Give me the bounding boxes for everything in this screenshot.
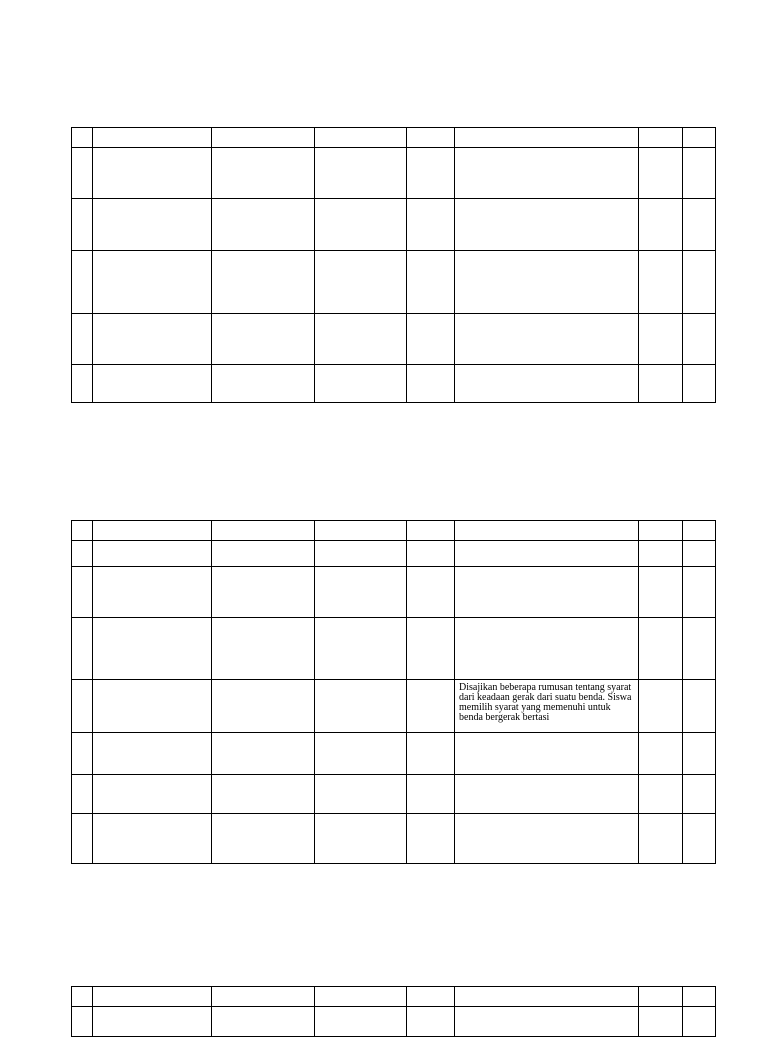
table-cell xyxy=(683,987,716,1007)
table-cell xyxy=(639,199,683,251)
table-cell xyxy=(72,541,93,567)
table-cell xyxy=(212,680,315,733)
table-cell xyxy=(455,814,639,864)
table-cell xyxy=(72,775,93,814)
table-cell xyxy=(455,733,639,775)
table-cell xyxy=(639,128,683,148)
table-cell xyxy=(93,1007,212,1037)
table-cell xyxy=(455,365,639,403)
table-cell xyxy=(72,314,93,365)
table-cell xyxy=(93,814,212,864)
table-cell xyxy=(683,541,716,567)
table-cell xyxy=(639,1007,683,1037)
table-cell xyxy=(212,148,315,199)
table-3 xyxy=(71,986,716,1037)
table-cell xyxy=(72,733,93,775)
table-cell xyxy=(407,314,455,365)
table-cell xyxy=(407,521,455,541)
table-cell xyxy=(212,365,315,403)
table-row xyxy=(72,148,716,199)
table-cell xyxy=(93,680,212,733)
table-cell xyxy=(315,521,407,541)
table-cell xyxy=(212,314,315,365)
table-cell xyxy=(93,365,212,403)
table-cell xyxy=(455,1007,639,1037)
table-cell xyxy=(212,521,315,541)
table-cell xyxy=(683,814,716,864)
table-cell xyxy=(407,199,455,251)
table-row xyxy=(72,521,716,541)
table-cell xyxy=(93,199,212,251)
table-cell xyxy=(212,251,315,314)
table-row xyxy=(72,567,716,618)
table-cell xyxy=(212,199,315,251)
table-cell xyxy=(212,814,315,864)
table-cell xyxy=(683,521,716,541)
table-cell xyxy=(683,314,716,365)
table-cell xyxy=(407,251,455,314)
table-cell xyxy=(639,251,683,314)
table-cell xyxy=(455,128,639,148)
table-cell xyxy=(639,814,683,864)
table-row xyxy=(72,775,716,814)
table-cell xyxy=(93,733,212,775)
table-cell xyxy=(212,541,315,567)
table-cell xyxy=(93,148,212,199)
table-cell xyxy=(683,128,716,148)
table-cell xyxy=(455,314,639,365)
table-cell xyxy=(315,733,407,775)
table-cell xyxy=(407,680,455,733)
table-row xyxy=(72,987,716,1007)
table-cell xyxy=(315,814,407,864)
table-cell xyxy=(639,618,683,680)
table-cell xyxy=(72,567,93,618)
table-cell xyxy=(407,987,455,1007)
table-cell xyxy=(315,775,407,814)
table-cell xyxy=(93,314,212,365)
indicator-text: Disajikan beberapa rumusan tentang syarat dari keadaan gerak dari suatu benda. Siswa memilih syarat yang memenuhi untuk benda bergerak bertasi xyxy=(459,682,632,723)
table-cell xyxy=(407,365,455,403)
table-cell xyxy=(639,521,683,541)
table-cell xyxy=(72,814,93,864)
table-cell xyxy=(455,199,639,251)
table-cell xyxy=(93,128,212,148)
table-row xyxy=(72,314,716,365)
table-cell xyxy=(455,251,639,314)
table-cell xyxy=(72,680,93,733)
table-cell xyxy=(72,618,93,680)
table-cell xyxy=(212,128,315,148)
table-cell xyxy=(639,314,683,365)
table-cell xyxy=(72,148,93,199)
table-cell xyxy=(455,987,639,1007)
table-row xyxy=(72,199,716,251)
table-cell xyxy=(72,128,93,148)
table-2 xyxy=(71,520,716,864)
table-cell xyxy=(72,365,93,403)
table-row xyxy=(72,128,716,148)
table-cell xyxy=(212,987,315,1007)
table-cell xyxy=(72,521,93,541)
table-cell xyxy=(315,128,407,148)
table-cell xyxy=(639,541,683,567)
table-cell xyxy=(683,618,716,680)
table-cell xyxy=(407,618,455,680)
indicator-cell xyxy=(455,680,639,733)
table-cell xyxy=(315,1007,407,1037)
table-cell xyxy=(212,567,315,618)
table-cell xyxy=(455,541,639,567)
table-cell xyxy=(93,987,212,1007)
table-cell xyxy=(455,521,639,541)
table-cell xyxy=(683,199,716,251)
table-row xyxy=(72,365,716,403)
table-cell xyxy=(407,733,455,775)
table-cell xyxy=(93,521,212,541)
table-cell xyxy=(455,148,639,199)
table-cell xyxy=(72,251,93,314)
table-row xyxy=(72,251,716,314)
table-cell xyxy=(407,567,455,618)
table-cell xyxy=(407,814,455,864)
table-cell xyxy=(212,618,315,680)
table-cell xyxy=(639,567,683,618)
table-cell xyxy=(683,680,716,733)
table-cell xyxy=(93,618,212,680)
table-cell xyxy=(72,1007,93,1037)
table-cell xyxy=(315,541,407,567)
table-cell xyxy=(212,1007,315,1037)
table-cell xyxy=(212,775,315,814)
table-cell xyxy=(407,1007,455,1037)
table-cell xyxy=(315,567,407,618)
table-cell xyxy=(93,251,212,314)
table-cell xyxy=(315,148,407,199)
table-cell xyxy=(93,541,212,567)
table-row xyxy=(72,541,716,567)
table-cell xyxy=(639,148,683,199)
table-cell xyxy=(683,148,716,199)
table-cell xyxy=(407,128,455,148)
table-cell xyxy=(315,365,407,403)
table-cell xyxy=(407,148,455,199)
table-cell xyxy=(639,365,683,403)
table-row xyxy=(72,1007,716,1037)
table-cell xyxy=(315,251,407,314)
table-cell xyxy=(639,775,683,814)
table-row xyxy=(72,618,716,680)
table-cell xyxy=(683,251,716,314)
table-cell xyxy=(93,567,212,618)
table-cell xyxy=(639,987,683,1007)
table-cell xyxy=(455,618,639,680)
table-cell xyxy=(72,987,93,1007)
table-row xyxy=(72,680,716,733)
table-cell xyxy=(683,775,716,814)
table-cell xyxy=(315,199,407,251)
table-row xyxy=(72,814,716,864)
table-cell xyxy=(72,199,93,251)
table-cell xyxy=(93,775,212,814)
table-cell xyxy=(455,775,639,814)
table-cell xyxy=(683,365,716,403)
table-cell xyxy=(315,314,407,365)
table-cell xyxy=(455,567,639,618)
table-cell xyxy=(315,680,407,733)
table-cell xyxy=(683,1007,716,1037)
table-cell xyxy=(407,541,455,567)
table-cell xyxy=(315,987,407,1007)
table-cell xyxy=(315,618,407,680)
table-cell xyxy=(683,733,716,775)
table-cell xyxy=(407,775,455,814)
table-cell xyxy=(683,567,716,618)
table-cell xyxy=(212,733,315,775)
table-1 xyxy=(71,127,716,403)
table-row xyxy=(72,733,716,775)
table-cell xyxy=(639,680,683,733)
table-cell xyxy=(639,733,683,775)
